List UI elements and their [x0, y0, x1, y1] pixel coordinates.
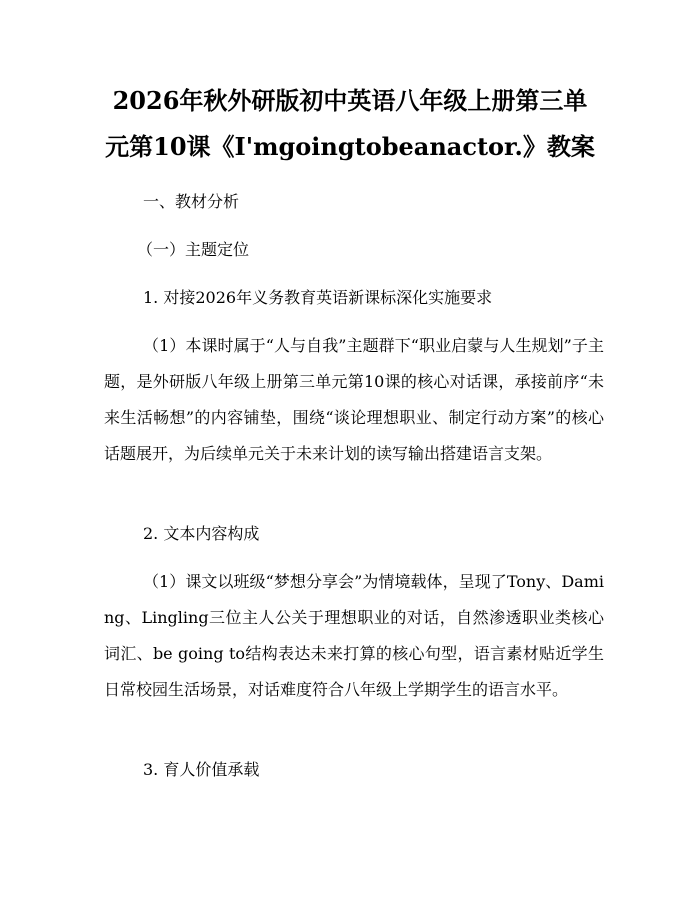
section-heading-teaching-material-analysis: 一、教材分析 [143, 192, 240, 211]
subsection-heading-theme-positioning: （一）主题定位 [137, 240, 250, 259]
document-title-line-1: 2026年秋外研版初中英语八年级上册第三单 [112, 86, 588, 115]
item-heading-educational-value: 3. 育人价值承载 [143, 760, 260, 779]
item-heading-curriculum-standard: 1. 对接2026年义务教育英语新课标深化实施要求 [143, 288, 493, 307]
paragraph-theme-positioning: （1）本课时属于“人与自我”主题群下“职业启蒙与人生规划”子主题，是外研版八年级上册第三单元第10课的核心对话课，承接前序“未来生活畅想”的内容铺垫，围绕“谈论理想职业、制定行动方案”的核心话题展开，为后续单元关于未来计划的读写输出搭建语言支架。 [104, 336, 604, 463]
item-heading-text-content: 2. 文本内容构成 [143, 524, 260, 543]
paragraph-text-content: （1）课文以班级“梦想分享会”为情境载体，呈现了Tony、Daming、Lingling三位主人公关于理想职业的对话，自然渗透职业类核心词汇、be going to结构表达未来打算的核心句型，语言素材贴近学生日常校园生活场景，对话难度符合八年级上学期学生的语言水平。 [104, 572, 604, 699]
document-title-line-2: 元第10课《I'mgoingtobeanactor.》教案 [105, 132, 595, 161]
